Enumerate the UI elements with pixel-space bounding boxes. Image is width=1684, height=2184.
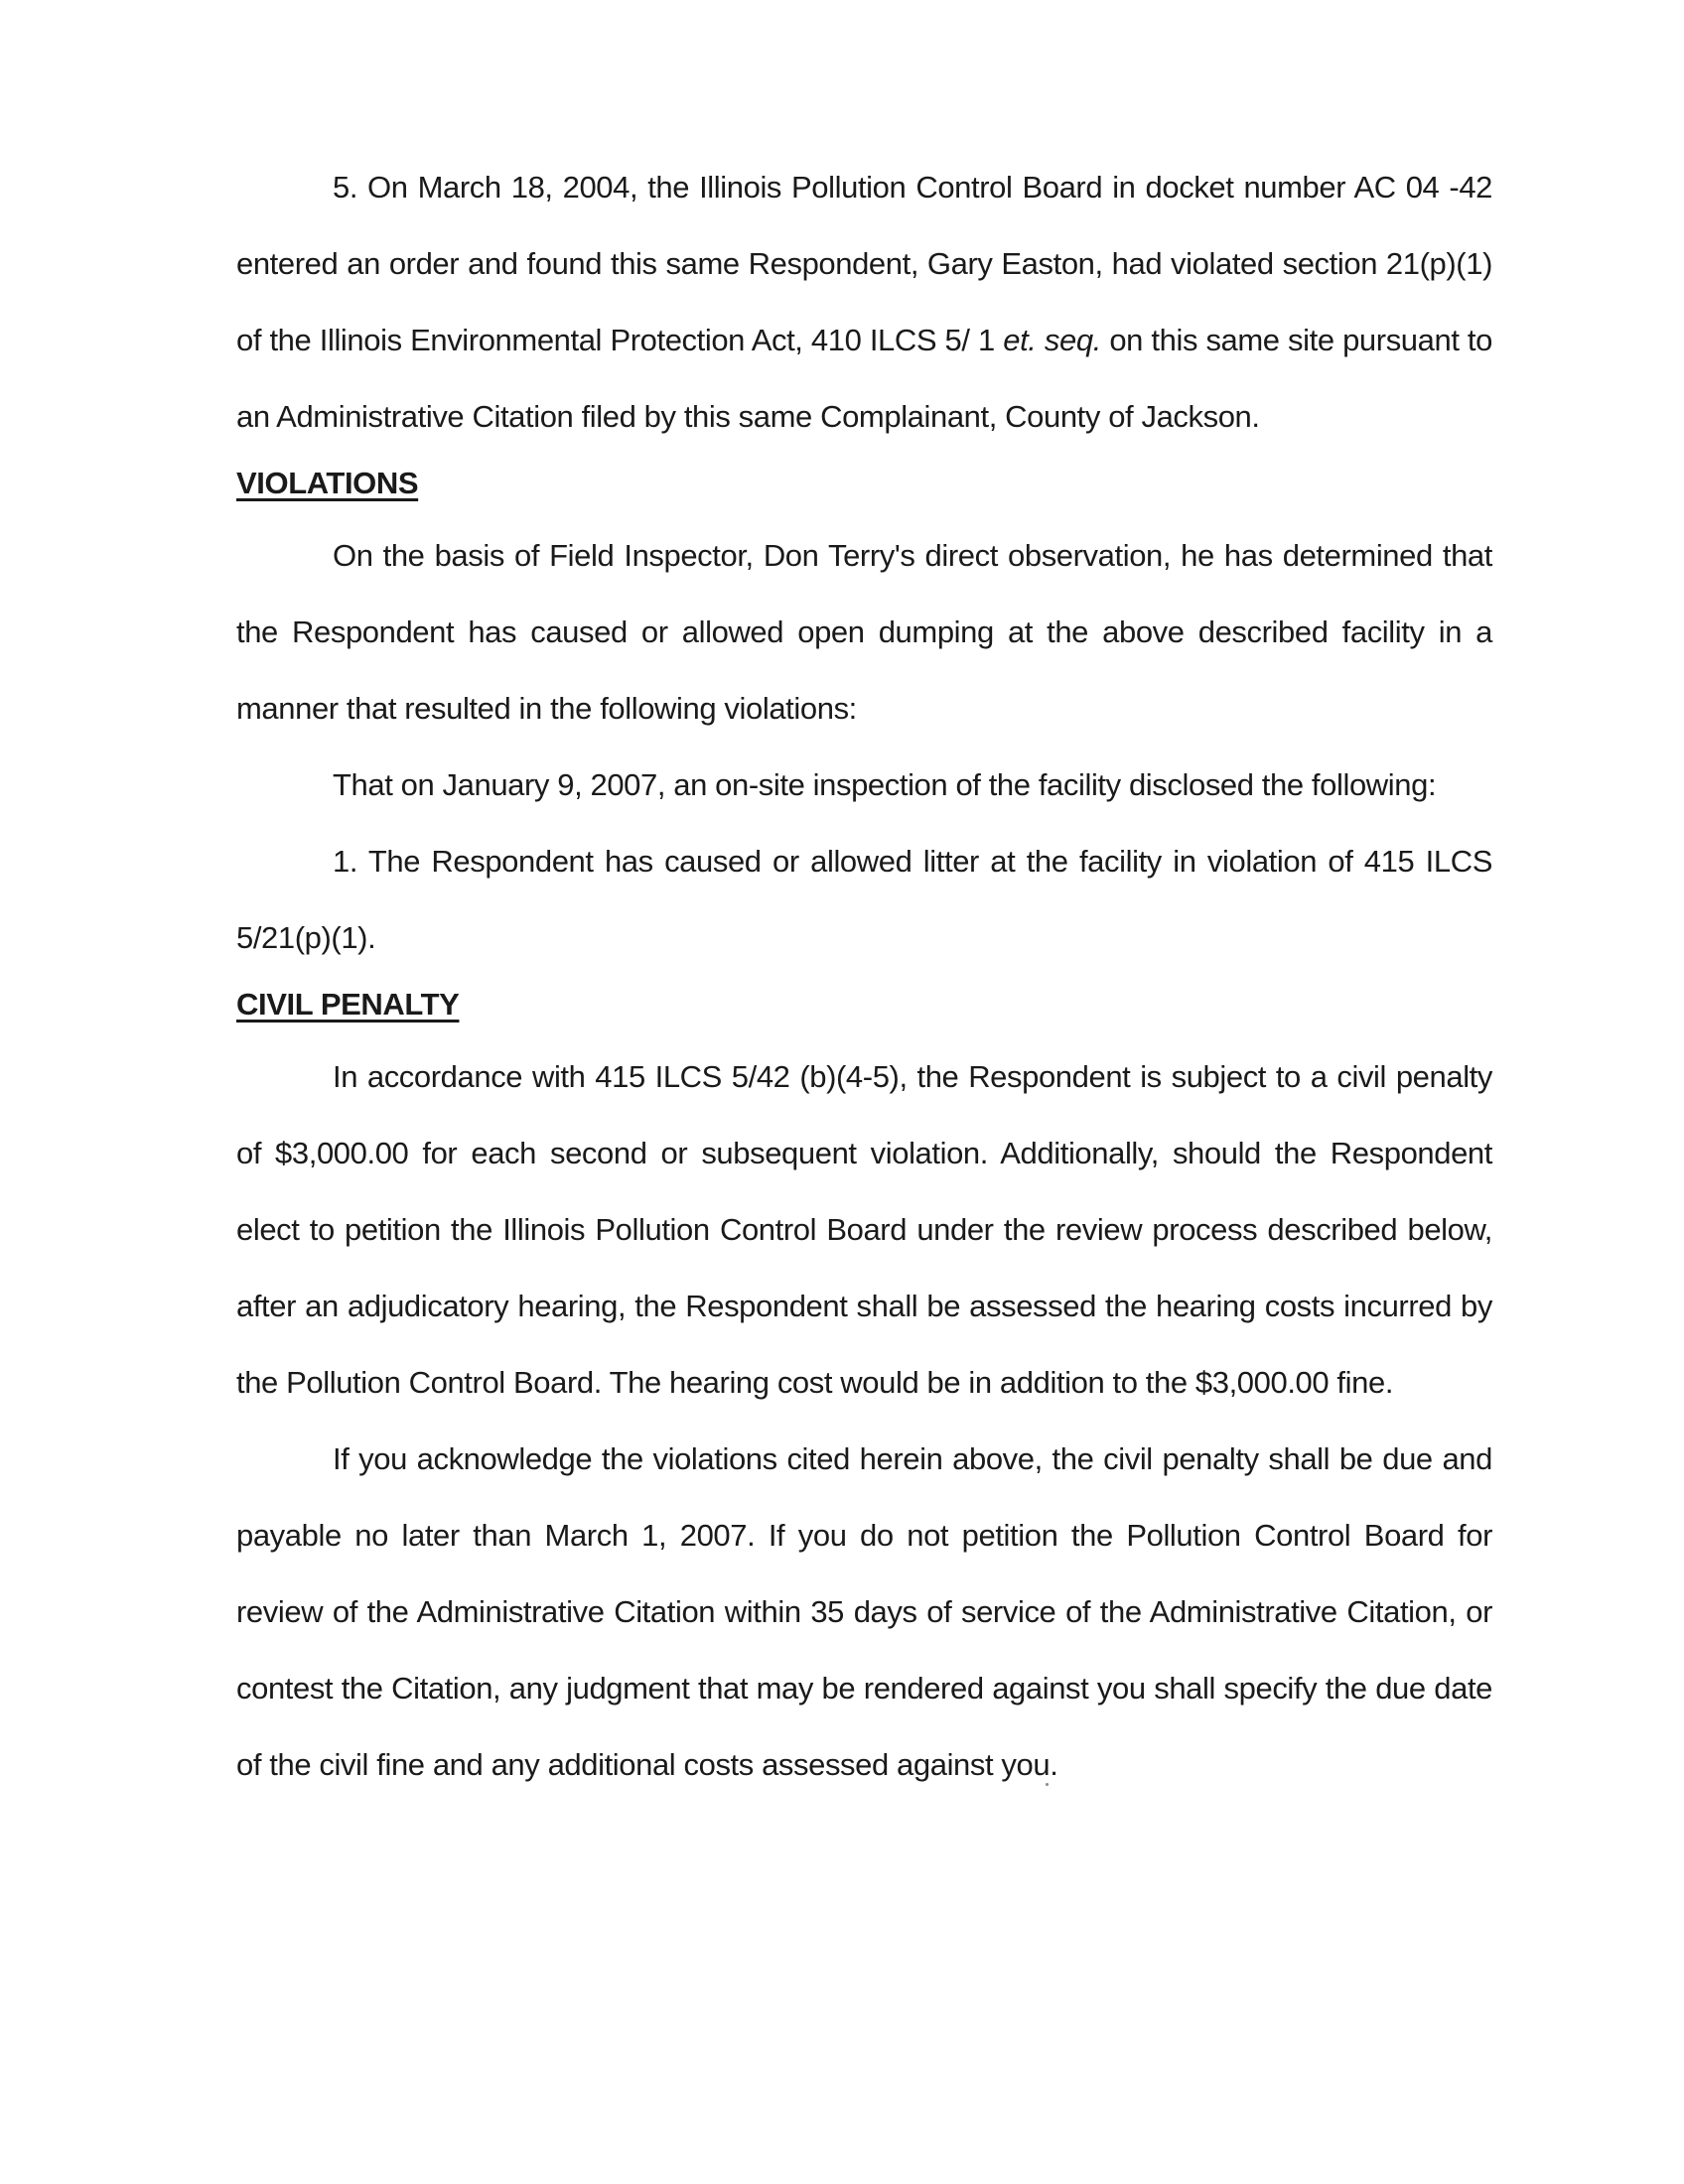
paragraph-5-italic: et. seq. <box>1003 323 1101 357</box>
civil-penalty-paragraph: In accordance with 415 ILCS 5/42 (b)(4-5), the Respondent is subject to a civil penalty of $3,000.00 for each second or subsequent violation. Additionally, should the Respondent elect to petition the Illinois Pollution Control Board under the review process described below, after an adjudicatory hearing, the Respondent shall be assessed the hearing costs incurred by the Pollution Control Board. The hearing cost would be in addition to the $3,000.00 fine. <box>236 1059 1492 1400</box>
document-body <box>236 149 1492 1803</box>
violations-heading: VIOLATIONS <box>236 466 419 500</box>
paragraph-5 <box>236 149 1492 455</box>
paragraph-5-text: 5. On March 18, 2004, the Illinois Pollution Control Board in docket number AC 04 -42 entered an order and found this same Respondent, Gary Easton, had violated section 21(p)(1) of the Illinois Environmental Protection Act, 410 ILCS 5/ 1 <box>236 170 1492 357</box>
scan-speck <box>1046 1783 1049 1786</box>
violation-item-1: 1. The Respondent has caused or allowed litter at the facility in violation of 415 ILCS 5/21(p)(1). <box>236 844 1492 955</box>
civil-penalty-heading: CIVIL PENALTY <box>236 987 460 1022</box>
inspection-line: That on January 9, 2007, an on-site inspection of the facility disclosed the following: <box>333 767 1437 802</box>
violations-intro: On the basis of Field Inspector, Don Terry's direct observation, he has determined that the Respondent has caused or allowed open dumping at the above described facility in a manner that resulted in the following violations: <box>236 538 1492 726</box>
acknowledge-paragraph: If you acknowledge the violations cited herein above, the civil penalty shall be due and payable no later than March 1, 2007. If you do not petition the Pollution Control Board for review of the Administrative Citation within 35 days of service of the Administrative Citation, or contest the Citation, any judgment that may be rendered against you shall specify the due date of the civil fine and any additional costs assessed against you. <box>236 1441 1492 1782</box>
paragraph-5-text-end: on this same site pursuant to an Administrative Citation filed by this same Complainant, County of Jackson. <box>236 323 1492 434</box>
